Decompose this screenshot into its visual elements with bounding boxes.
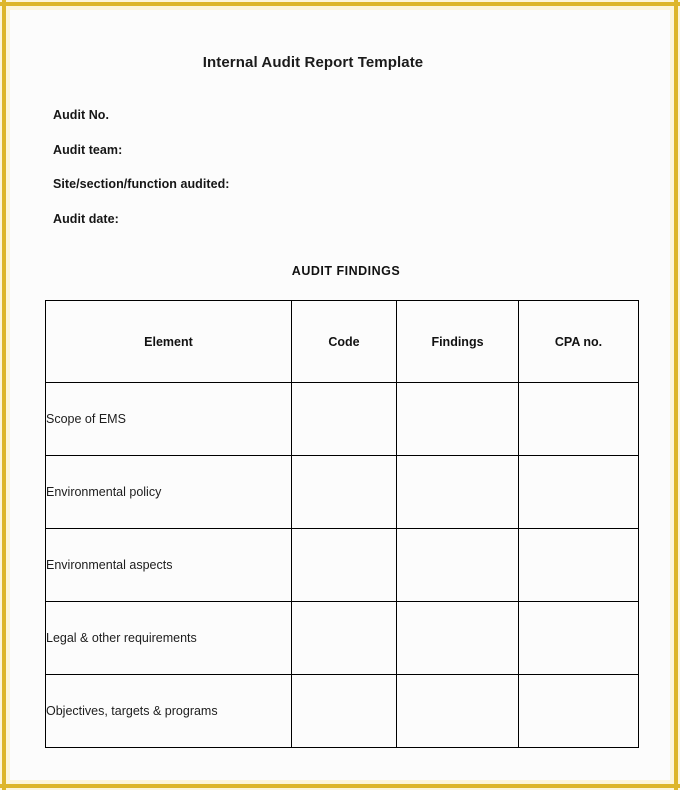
document-page: [10, 10, 670, 780]
field-audit-no: Audit No.: [53, 108, 109, 122]
field-site-section-function-audited: Site/section/function audited:: [53, 177, 230, 191]
frame-rule-left: [2, 0, 6, 790]
cell-cpa-no[interactable]: [519, 456, 639, 529]
column-header-element: Element: [46, 301, 292, 383]
cell-code[interactable]: [292, 675, 397, 748]
header-fields: [53, 108, 230, 246]
cell-cpa-no[interactable]: [519, 675, 639, 748]
field-audit-team: Audit team:: [53, 142, 123, 157]
table-row: [46, 383, 639, 456]
frame-rule-right: [674, 0, 678, 790]
column-header-cpa-no: CPA no.: [519, 301, 639, 383]
table-row: [46, 675, 639, 748]
cell-element: Environmental policy: [46, 456, 292, 529]
cell-findings[interactable]: [397, 675, 519, 748]
cell-code[interactable]: [292, 529, 397, 602]
cell-findings[interactable]: [397, 456, 519, 529]
cell-cpa-no[interactable]: [519, 383, 639, 456]
cell-findings[interactable]: [397, 602, 519, 675]
table-row: [46, 529, 639, 602]
cell-element: Legal & other requirements: [46, 602, 292, 675]
cell-code[interactable]: [292, 456, 397, 529]
table-header-row: [46, 301, 639, 383]
cell-findings[interactable]: [397, 529, 519, 602]
cell-element: Scope of EMS: [46, 383, 292, 456]
cell-code[interactable]: [292, 383, 397, 456]
cell-cpa-no[interactable]: [519, 529, 639, 602]
column-header-code: Code: [292, 301, 397, 383]
cell-element: Objectives, targets & programs: [46, 675, 292, 748]
table-row: [46, 456, 639, 529]
cell-code[interactable]: [292, 602, 397, 675]
section-heading-audit-findings: AUDIT FINDINGS: [291, 264, 401, 278]
table-row: [46, 602, 639, 675]
cell-element: Environmental aspects: [46, 529, 292, 602]
field-audit-date: Audit date:: [53, 211, 119, 226]
cell-cpa-no[interactable]: [519, 602, 639, 675]
frame-rule-top: [0, 2, 680, 6]
cell-findings[interactable]: [397, 383, 519, 456]
audit-findings-table: [45, 300, 639, 748]
document-title: Internal Audit Report Template: [202, 54, 424, 71]
column-header-findings: Findings: [397, 301, 519, 383]
frame-rule-bottom: [0, 784, 680, 788]
